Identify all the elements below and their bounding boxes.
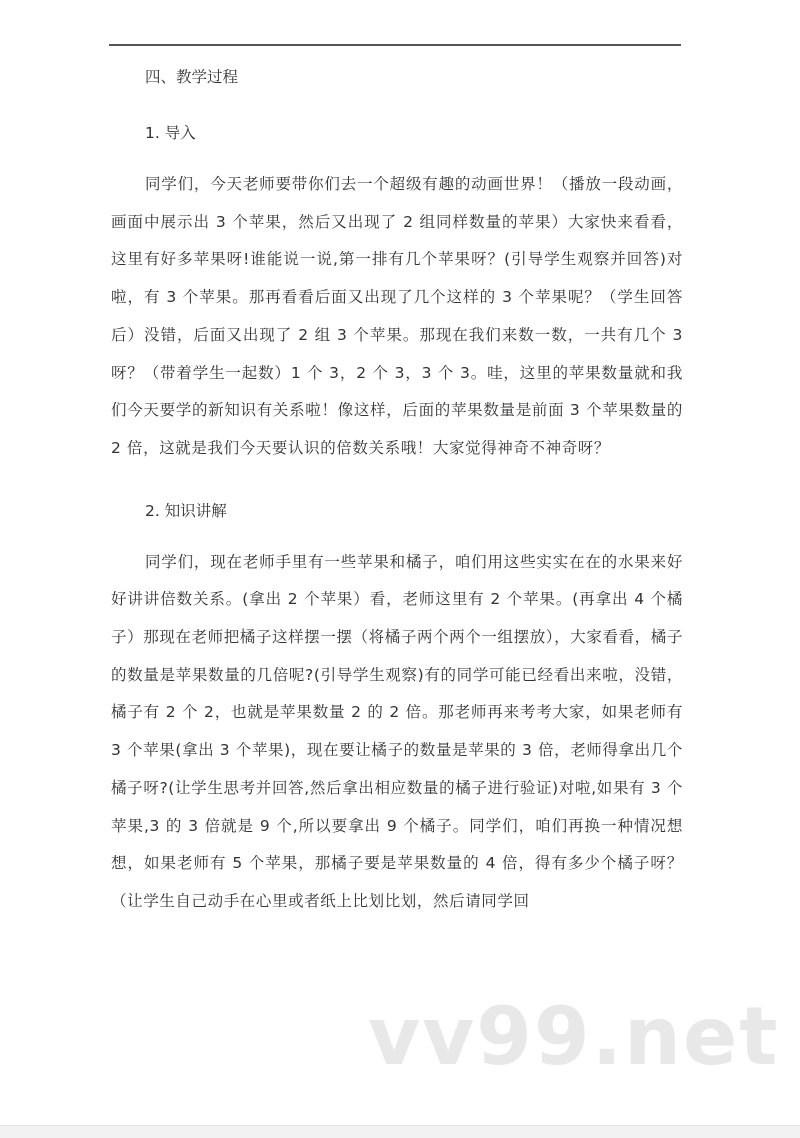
document-body [111, 62, 683, 921]
paragraph-intro: 同学们，今天老师要带你们去一个超级有趣的动画世界！（播放一段动画，画面中展示出 3 个苹果，然后又出现了 2 组同样数量的苹果）大家快来看看，这里有好多苹果呀!谁能说一说,第一排有几个苹果呀？(引导学生观察并回答)对啦，有 3 个苹果。那再看看后面又出现了几个这样的 3 个苹果呢？（学生回答后）没错，后面又出现了 2 组 3 个苹果。那现在我们来数一数，一共有几个 3 呀？（带着学生一起数）1 个 3，2 个 3，3 个 3。哇，这里的苹果数量就和我们今天要学的新知识有关系啦！像这样，后面的苹果数量是前面 3 个苹果数量的 2 倍，这就是我们今天要认识的倍数关系哦！大家觉得神奇不神奇呀？ [111, 175, 683, 457]
page-bottom-scroll-edge [0, 1125, 800, 1138]
header-rule [109, 44, 681, 46]
watermark-text: vv99.net [368, 990, 780, 1083]
section-title: 四、教学过程 [145, 68, 239, 86]
paragraph-explanation: 同学们，现在老师手里有一些苹果和橘子，咱们用这些实实在在的水果来好好讲讲倍数关系。(拿出 2 个苹果）看，老师这里有 2 个苹果。(再拿出 4 个橘子）那现在老师把橘子这样摆一摆（将橘子两个两个一组摆放），大家看看，橘子的数量是苹果数量的几倍呢?(引导学生观察)有的同学可能已经看出来啦，没错，橘子有 2 个 2，也就是苹果数量 2 的 2 倍。那老师再来考考大家，如果老师有 3 个苹果(拿出 3 个苹果)，现在要让橘子的数量是苹果的 3 倍，老师得拿出几个橘子呀?(让学生思考并回答,然后拿出相应数量的橘子进行验证)对啦,如果有 3 个苹果,3 的 3 倍就是 9 个,所以要拿出 9 个橘子。同学们，咱们再换一种情况想想，如果老师有 5 个苹果，那橘子要是苹果数量的 4 倍，得有多少个橘子呀？（让学生自己动手在心里或者纸上比划比划，然后请同学回 [111, 552, 683, 910]
subsection-title-intro: 1. 导入 [145, 124, 196, 142]
subsection-title-explanation: 2. 知识讲解 [145, 501, 227, 520]
